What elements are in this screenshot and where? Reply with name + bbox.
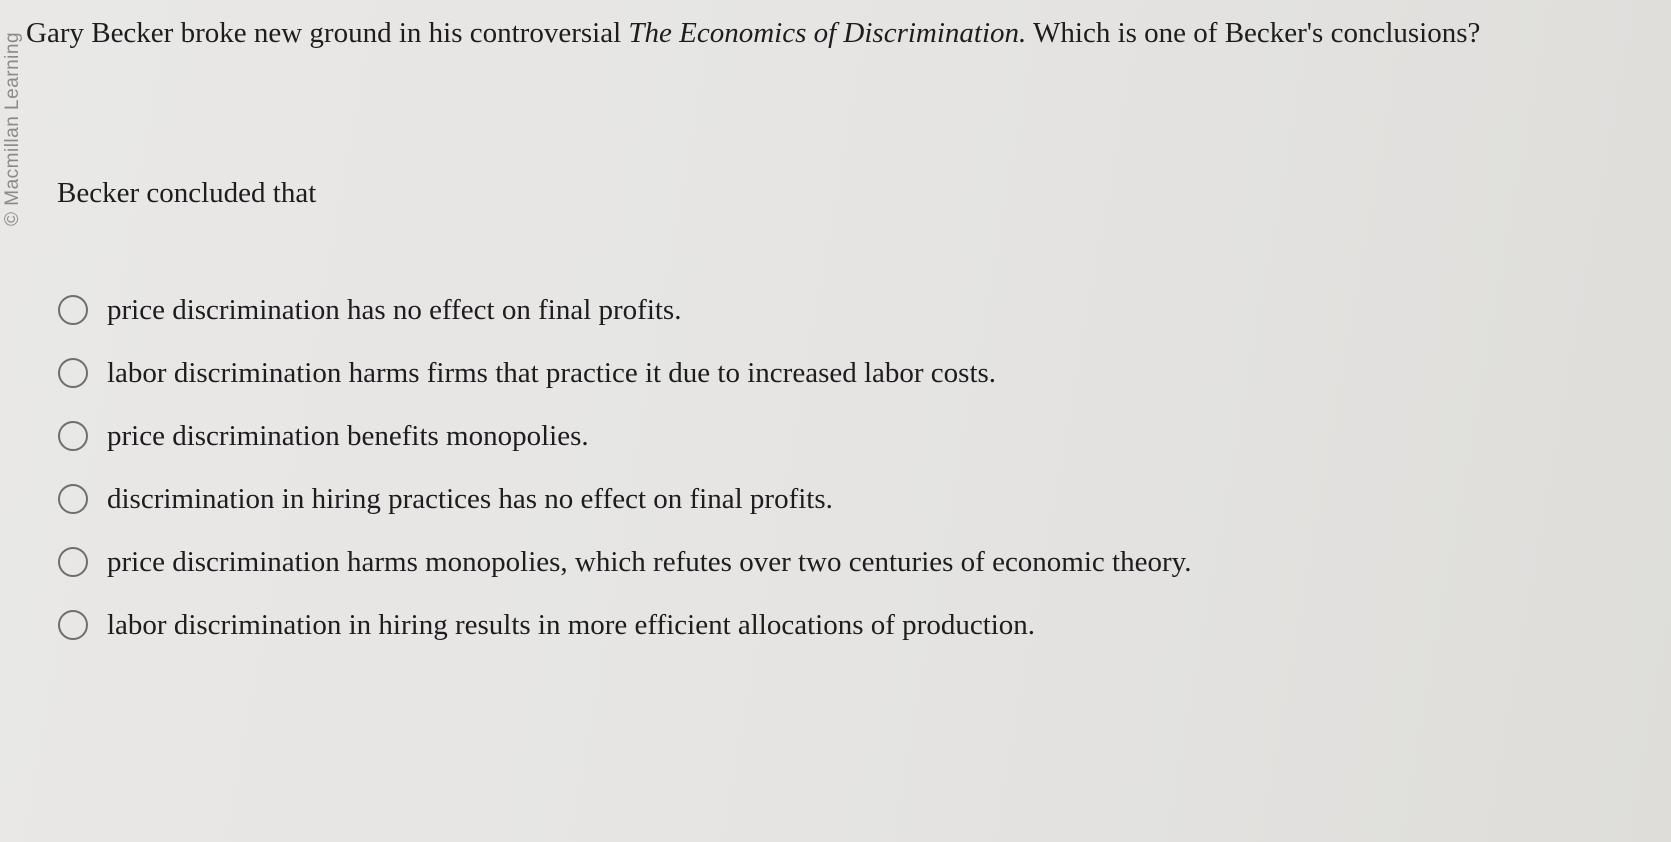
answer-option[interactable]: [58, 605, 1558, 645]
question-text-after: Which is one of Becker's conclusions?: [1026, 17, 1481, 49]
answer-prompt: Becker concluded that: [57, 177, 317, 209]
answer-option[interactable]: [58, 542, 1558, 582]
radio-button[interactable]: [58, 295, 88, 325]
answer-option[interactable]: [58, 416, 1558, 456]
radio-button[interactable]: [58, 547, 88, 577]
radio-button[interactable]: [58, 484, 88, 514]
answer-option[interactable]: [58, 353, 1558, 393]
answer-option-label: labor discrimination harms firms that practice it due to increased labor costs.: [107, 357, 997, 389]
copyright-credit: © Macmillan Learning: [2, 31, 23, 227]
answer-option-label: labor discrimination in hiring results in more efficient allocations of production.: [107, 609, 1036, 641]
answer-option-label: price discrimination harms monopolies, which refutes over two centuries of economic theory.: [107, 546, 1192, 578]
answer-option-label: price discrimination benefits monopolies.: [107, 420, 589, 452]
question-text-before: Gary Becker broke new ground in his controversial: [26, 17, 629, 49]
answer-option[interactable]: [58, 479, 1558, 519]
answer-option-label: discrimination in hiring practices has no effect on final profits.: [107, 483, 833, 515]
radio-button[interactable]: [58, 358, 88, 388]
radio-button[interactable]: [58, 421, 88, 451]
answer-options: [58, 290, 1558, 668]
answer-option[interactable]: [58, 290, 1558, 330]
book-title: The Economics of Discrimination.: [628, 17, 1027, 49]
radio-button[interactable]: [58, 610, 88, 640]
question-text: [26, 14, 1656, 52]
answer-option-label: price discrimination has no effect on final profits.: [107, 294, 682, 326]
